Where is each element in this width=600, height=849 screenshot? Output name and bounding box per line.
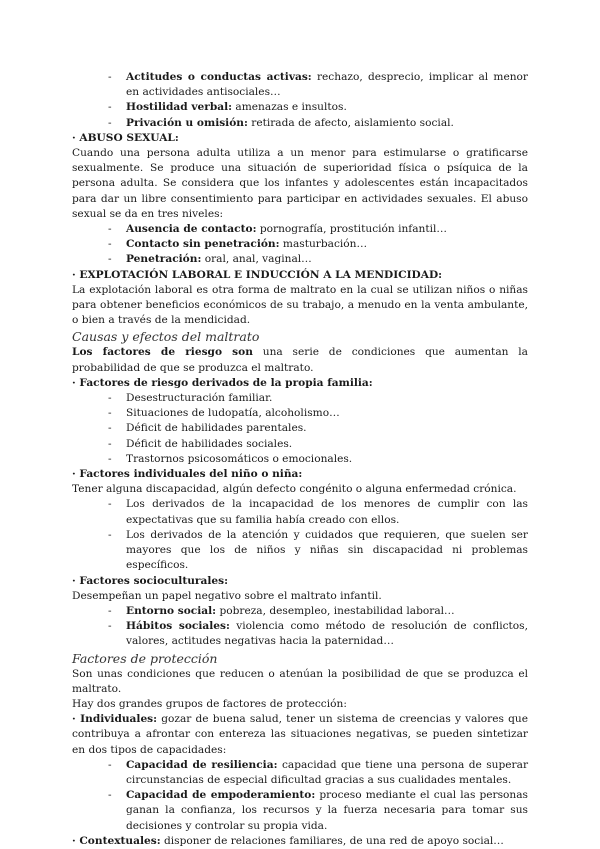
abuso-sexual-paragraph: Cuando una persona adulta utiliza a un menor para estimularse o gratificarse sexualmente. Se produce una situación de superioridad física o psíquica de la persona adulta. Se considera que los infantes y adolescentes están incapacitados para dar un libre consentimiento para participar en actividades sexuales. El abuso sexual se da en tres niveles: bbox=[72, 147, 528, 220]
list-item: - Situaciones de ludopatía, alcoholismo… bbox=[108, 406, 528, 421]
maltrato-emocional-list bbox=[72, 70, 528, 131]
list-item: - Desestructuración familiar. bbox=[108, 391, 528, 406]
list-item: - Los derivados de la atención y cuidados que requieren, que suelen ser mayores que los de niños y niñas sin discapacidad ni problemas específicos. bbox=[108, 528, 528, 574]
list-item: - Capacidad de resiliencia: capacidad que tiene una persona de superar circunstancias de especial dificultad gracias a sus cualidades mentales. bbox=[108, 758, 528, 788]
individuales-text: Tener alguna discapacidad, algún defecto congénito o alguna enfermedad crónica. bbox=[72, 483, 517, 496]
individuales-heading: · Factores individuales del niño o niña: bbox=[72, 468, 303, 481]
list-item: - Capacidad de empoderamiento: proceso mediante el cual las personas ganan la confianza, los recursos y la fuerza necesaria para tomar sus decisiones y controlar su propia vida. bbox=[108, 788, 528, 834]
individuales-list bbox=[72, 497, 528, 573]
socio-text: Desempeñan un papel negativo sobre el maltrato infantil. bbox=[72, 589, 382, 602]
abuso-levels-list bbox=[72, 222, 528, 268]
proteccion-individuales: · Individuales: gozar de buena salud, tener un sistema de creencias y valores que contribuya a afrontar con entereza las situaciones negativas, se pueden sintetizar en dos tipos de capacidades: bbox=[72, 713, 528, 756]
proteccion-contextuales: · Contextuales: disponer de relaciones familiares, de una red de apoyo social… bbox=[72, 834, 504, 847]
socio-heading: · Factores socioculturales: bbox=[72, 574, 228, 587]
socio-list bbox=[72, 604, 528, 650]
list-item: - Ausencia de contacto: pornografía, prostitución infantil… bbox=[108, 222, 528, 237]
proteccion-title: Factores de protección bbox=[72, 650, 218, 666]
explotacion-paragraph: La explotación laboral es otra forma de maltrato en la cual se utilizan niños o niñas para obtener beneficios económicos de su trabajo, a menudo en la venta ambulante, o bien a través de la mendicidad. bbox=[72, 283, 528, 327]
explotacion-heading: · EXPLOTACIÓN LABORAL E INDUCCIÓN A LA MENDICIDAD: bbox=[72, 268, 443, 281]
list-item: - Contacto sin penetración: masturbación… bbox=[108, 237, 528, 252]
list-item: - Déficit de habilidades parentales. bbox=[108, 421, 528, 436]
proteccion-line2: Hay dos grandes grupos de factores de protección: bbox=[72, 697, 347, 710]
causas-intro: Los factores de riesgo son una serie de condiciones que aumentan la probabilidad de que se produzca el maltrato. bbox=[72, 346, 529, 374]
list-item: - Los derivados de la incapacidad de los menores de cumplir con las expectativas que su familia había creado con ellos. bbox=[108, 497, 528, 527]
familia-heading: · Factores de riesgo derivados de la propia familia: bbox=[72, 376, 373, 389]
list-item: - Hábitos sociales: violencia como método de resolución de conflictos, valores, actitudes negativas hacia la paternidad… bbox=[108, 619, 528, 649]
list-item: - Privación u omisión: retirada de afecto, aislamiento social. bbox=[108, 116, 528, 131]
list-item: - Hostilidad verbal: amenazas e insultos. bbox=[108, 100, 528, 115]
proteccion-line1: Son unas condiciones que reducen o atenúan la posibilidad de que se produzca el maltrato. bbox=[72, 667, 528, 695]
capacidades-list bbox=[72, 758, 528, 834]
familia-list bbox=[72, 391, 528, 467]
abuso-sexual-heading: · ABUSO SEXUAL: bbox=[72, 131, 179, 144]
list-item: - Trastornos psicosomáticos o emocionales. bbox=[108, 452, 528, 467]
list-item: - Entorno social: pobreza, desempleo, inestabilidad laboral… bbox=[108, 604, 528, 619]
list-item: - Penetración: oral, anal, vaginal… bbox=[108, 252, 528, 267]
list-item: - Déficit de habilidades sociales. bbox=[108, 437, 528, 452]
causas-title: Causas y efectos del maltrato bbox=[72, 329, 260, 345]
list-item: - Actitudes o conductas activas: rechazo, desprecio, implicar al menor en actividades antisociales… bbox=[108, 70, 528, 100]
